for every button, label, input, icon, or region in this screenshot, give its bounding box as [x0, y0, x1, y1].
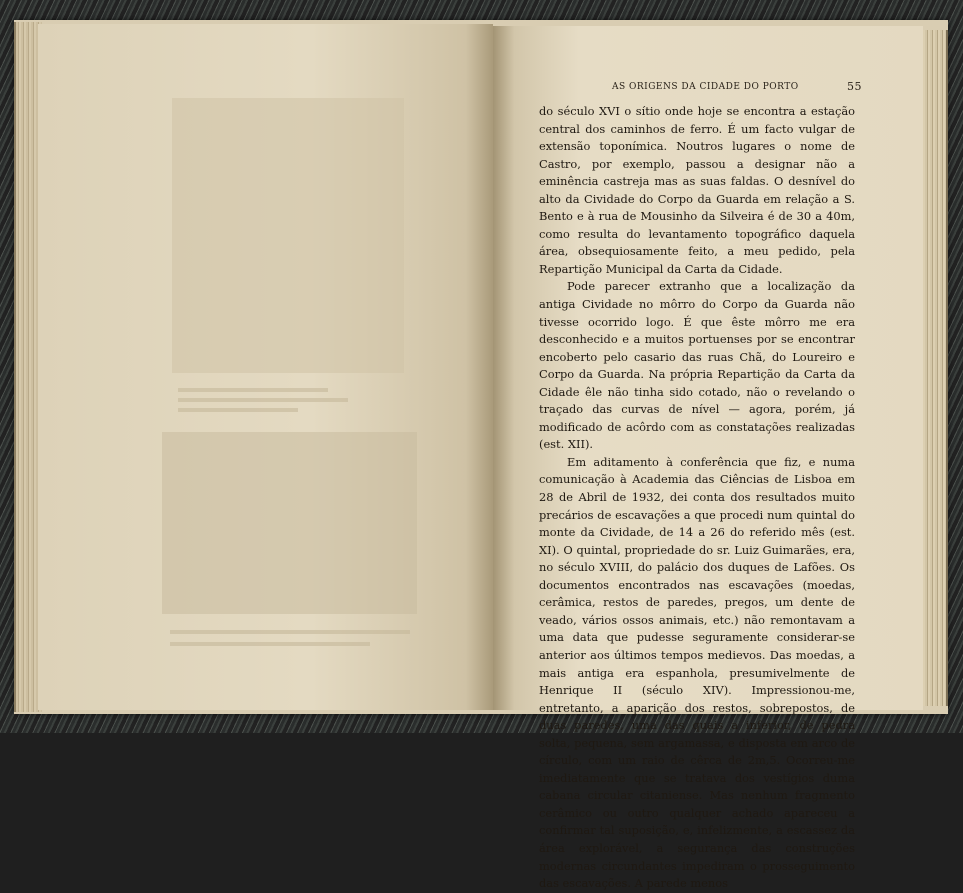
show-through-plate-top — [172, 98, 404, 373]
paragraph: Em aditamento à conferência que fiz, e numa comunicação à Academia das Ciências de Lisboa em 28 de Abril de 1932, dei conta dos resultados muito precários de escavações a que procedi num quintal do monte da Cividade, de 14 a 26 do referido mês (est. XI). O quintal, propriedade do sr. Luiz Guimarães, era, no século XVIII, do palácio dos duques de Lafões. Os documentos encontrados nas escavações (moedas, cerâmica, restos de paredes, pregos, um dente de veado, vários ossos animais, etc.) não remontavam a uma data que pudesse seguramente considerar-se anterior aos últimos tempos medievos. Das moedas, a mais antiga era espanhola, presumivelmente de Henrique II (século XIV). Impressionou-me, entretanto, a aparição dos restos, sobrepostos, de duas paredes, uma das quais a inferior, de pedra solta, pequena, sem argamassa, e disposta em arco de círculo, com um raio de cêrca de 2m,5. Ocorreu-me imediatamente que se tratava dos vestígios duma cabana circular citaniense. Mas nenhum fragmento cerâmico ou outro qualquer achado apareceu a confirmar tal suposição, e, infelizmente, a escassez da área explorável, a segurança das construções modernas circundantes impediram o prosseguimento das escavações. A parede menos — [539, 454, 855, 891]
show-through-caption-line — [170, 642, 370, 646]
running-head-title: AS ORIGENS DA CIDADE DO PORTO — [612, 82, 799, 92]
running-head — [612, 80, 862, 96]
paragraph: do século XVI o sítio onde hoje se encontra a estação central dos caminhos de ferro. É um facto vulgar de extensão toponímica. Noutros lugares o nome de Castro, por exemplo, passou a designar não a eminência castreja mas as suas faldas. O desnível do alto da Cividade do Corpo da Guarda em relação a S. Bento e à rua de Mousinho da Silveira é de 30 a 40m, como resulta do levantamento topográfico daquela área, obsequiosamente feito, a meu pedido, pela Repartição Municipal da Carta da Cidade. — [539, 104, 855, 276]
body-text — [539, 103, 855, 893]
show-through-caption-line — [178, 408, 298, 412]
show-through-caption-line — [170, 630, 410, 634]
page-edges-right — [920, 30, 948, 706]
show-through-plate-bottom — [162, 432, 417, 614]
show-through-caption-line — [178, 398, 348, 402]
show-through-caption-line — [178, 388, 328, 392]
page-number: 55 — [847, 80, 862, 93]
paragraph: Pode parecer extranho que a localização da antiga Cividade no môrro do Corpo da Guarda não tivesse ocorrido logo. É que êste môrro me era desconhecido e a muitos portuenses por se encontrar encoberto pelo casario das ruas Chã, do Loureiro e Corpo da Guarda. Na própria Repartição da Carta da Cidade êle não tinha sido cotado, não o revelando o traçado das curvas de nível — agora, porém, já modificado de acôrdo com as constatações realizadas (est. XII). — [539, 279, 855, 452]
